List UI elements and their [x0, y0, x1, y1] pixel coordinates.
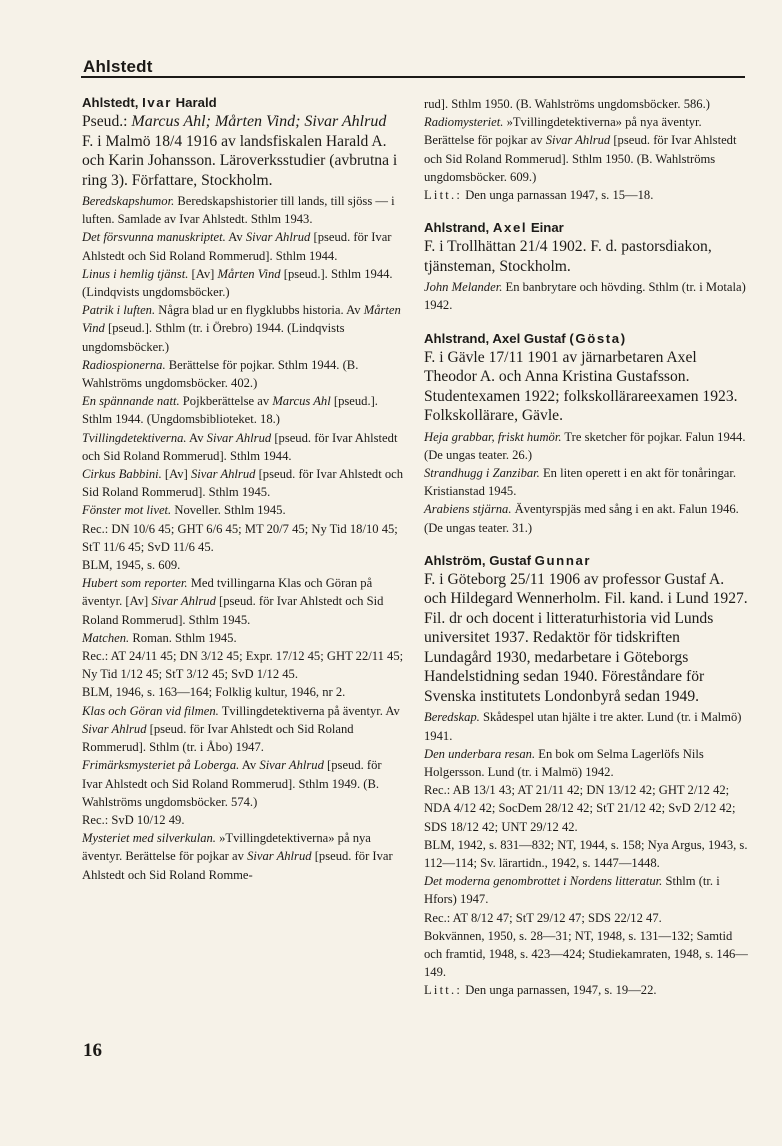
- work-title: Det försvunna manuskriptet.: [82, 230, 226, 245]
- work-text-cont: [pseud.]. Sthlm 1944. (Ungdomsbiblioteket. 18.): [82, 394, 378, 427]
- work-author: Mårten Vind: [217, 266, 281, 281]
- litt-label: Litt.:: [424, 983, 463, 998]
- running-head: Ahlstedt: [83, 57, 153, 76]
- pseud-label: Pseud.:: [82, 113, 128, 130]
- work-item: [424, 745, 750, 781]
- work-title: En spännande natt.: [82, 394, 180, 409]
- work-text: [pseud. för Ivar Ahlstedt och Sid Roland Rommerud]. Sthlm 1949. (B. Wahlströms ungdomsböcker. 574.): [82, 758, 382, 809]
- work-item: [424, 708, 750, 744]
- work-text: Beredskapshistorier till lands, till sjöss — i luften. Samlade av Ivar Ahlstedt. Sthlm 1943.: [82, 194, 395, 227]
- work-text: Rec.: AB 13/1 43; AT 21/11 42; DN 13/12 42; GHT 2/12 42; NDA 4/12 42; SocDem 28/12 42; StT 21/12 42; SvD 2/12 42; SDS 18/12 42; UNT 29/12 42.: [424, 783, 736, 834]
- work-item: [82, 647, 404, 683]
- work-text: Noveller. Sthlm 1945.: [174, 503, 286, 518]
- left-column: [82, 93, 404, 884]
- work-text: Skådespel utan hjälte i tre akter. Lund (tr. i Malmö) 1941.: [424, 710, 742, 743]
- work-text-cont: [pseud. för Ivar Ahlstedt och Sid Roland Rommerud]. Sthlm 1950. (B. Wahlströms ungdomsböcker. 609.): [424, 133, 737, 184]
- work-title: Heja grabbar, friskt humör.: [424, 429, 562, 444]
- work-text: En liten operett i en akt för tonåringar. Kristianstad 1945.: [424, 466, 737, 499]
- work-text: [pseud.]. Sthlm 1944. (Lindqvists ungdomsböcker.): [82, 266, 393, 300]
- work-title: Hubert som reporter.: [82, 576, 188, 591]
- works-list: [82, 192, 404, 884]
- work-text: Pojkberättelse av: [182, 394, 270, 409]
- biography: F. i Gävle 17/11 1901 av järnarbetaren Axel Theodor A. och Anna Kristina Gustafsson. Studentexamen 1922; folkskollärareexamen 1923. Folkskollärare, Gävle.: [424, 348, 738, 425]
- work-text: Bokvännen, 1950, s. 28—31; NT, 1948, s. 131—132; Samtid och framtid, 1948, s. 423—424; Studiekamraten, 1948, s. 146—149.: [424, 928, 748, 980]
- work-author: Mårten Vind: [82, 303, 401, 336]
- entry-ahlstedt: [82, 93, 404, 884]
- given-name-rest: Harald: [175, 95, 217, 110]
- work-text: [pseud. för Ivar Ahlstedt och Sid Roland Rommerud]. Sthlm 1944.: [82, 230, 392, 263]
- works-list: [424, 708, 750, 999]
- called-name: (Gösta): [569, 330, 627, 346]
- biography: F. i Malmö 18/4 1916 av landsfiskalen Harald A. och Karin Johansson. Läroverksstudier (avbrutna i ring 3). Författare, Stockholm.: [82, 132, 398, 189]
- work-title: Arabiens stjärna.: [424, 502, 512, 517]
- work-text: [pseud. för Ivar Ahlstedt och Sid Roland Rommerud]. Sthlm 1944.: [82, 430, 398, 463]
- litt-label: Litt.:: [424, 188, 463, 203]
- entry-ahlstrand-gosta: [424, 329, 750, 537]
- work-item: [424, 927, 750, 982]
- work-item: [82, 520, 404, 556]
- work-title: Tvillingdetektiverna.: [82, 430, 187, 445]
- work-text: Äventyrspjäs med sång i en akt. Falun 1946. (De ungas teater. 31.): [424, 502, 739, 535]
- work-author: Sivar Ahlrud: [82, 721, 147, 736]
- work-text-cont: [pseud. för Ivar Ahlstedt och Sid Roland Rommerud]. Sthlm (tr. i Åbo) 1947.: [82, 721, 354, 755]
- work-title: John Melander.: [424, 280, 503, 295]
- work-prefix: Av: [228, 230, 243, 245]
- works-list-continued: [424, 95, 750, 204]
- work-author: Sivar Ahlrud: [206, 430, 272, 445]
- work-title: Matchen.: [82, 630, 130, 645]
- work-title: Fönster mot livet.: [82, 503, 172, 518]
- entry-ahlstrand-axel: [424, 218, 750, 314]
- work-text-cont: [pseud. för Ivar Ahlstedt och Sid Roland Romme-: [82, 849, 393, 882]
- work-text: Sthlm (tr. i Hfors) 1947.: [424, 874, 720, 907]
- work-text-cont: [pseud.]. Sthlm (tr. i Örebro) 1944. (Lindqvists ungdomsböcker.): [82, 321, 345, 354]
- biography: F. i Göteborg 25/11 1906 av professor Gustaf A. och Hildegard Wennerholm. Fil. kand. i Lund 1927. Fil. dr och docent i litteraturhistoria vid Lunds universitet 1937. Redaktör för tidskriften Lundagård 1930, medarbetare i Göteborgs Handelstidning sedan 1940. Föreståndare för Svenska institutets Londonbyrå sedan 1949.: [424, 570, 748, 705]
- works-list: [424, 428, 750, 537]
- work-text: BLM, 1946, s. 163—164; Folklig kultur, 1946, nr 2.: [82, 685, 346, 700]
- pseud-names: Marcus Ahl; Mårten Vind; Sivar Ahlrud: [131, 113, 387, 130]
- work-item: [424, 113, 750, 186]
- work-item: [82, 192, 404, 228]
- work-text: Rec.: AT 24/11 45; DN 3/12 45; Expr. 17/12 45; GHT 22/11 45; Ny Tid 1/12 45; StT 3/12 45; SvD 1/12 45.: [82, 649, 404, 682]
- work-text-cont: [pseud. för Ivar Ahlstedt och Sid Roland Rommerud]. Sthlm 1945.: [82, 594, 384, 627]
- work-title: Frimärksmysteriet på Loberga.: [82, 758, 240, 773]
- work-title: Det moderna genombrottet i Nordens litteratur.: [424, 874, 663, 889]
- work-author: Sivar Ahlrud: [545, 133, 611, 148]
- work-item: [82, 265, 404, 301]
- work-text: [pseud. för Ivar Ahlstedt och Sid Roland Rommerud]. Sthlm 1945.: [82, 467, 404, 500]
- entry-heading: [424, 218, 750, 237]
- work-item: [424, 836, 750, 872]
- work-title: Strandhugg i Zanzibar.: [424, 466, 540, 481]
- work-item: [424, 981, 750, 999]
- entry-heading: [82, 93, 404, 112]
- header-rule: [81, 76, 745, 78]
- work-prefix: Av: [189, 430, 204, 445]
- work-title: Den underbara resan.: [424, 746, 536, 761]
- work-text: Några blad ur en flygklubbs historia. Av: [158, 303, 361, 318]
- work-author: Sivar Ahlrud: [259, 758, 324, 773]
- work-item: [82, 392, 404, 428]
- entry-ahlstedt-continued: [424, 95, 750, 204]
- biography: F. i Trollhättan 21/4 1902. F. d. pastorsdiakon, tjänsteman, Stockholm.: [424, 238, 712, 275]
- work-author: Sivar Ahlrud: [247, 849, 312, 864]
- work-title: Beredskapshumor.: [82, 194, 175, 208]
- work-item: [82, 702, 404, 757]
- work-title: Radiospionerna.: [82, 357, 166, 372]
- work-title: Mysteriet med silverkulan.: [82, 831, 216, 846]
- given-name-rest: Einar: [530, 220, 564, 236]
- work-title: Cirkus Babbini.: [82, 467, 162, 482]
- work-item: [82, 574, 404, 629]
- work-text: »Tvillingdetektiverna» på nya äventyr. Berättelse för pojkar av: [424, 115, 702, 148]
- work-text: Den unga parnassan 1947, s. 15—18.: [465, 188, 654, 203]
- entry-heading: [424, 551, 750, 570]
- work-item: [82, 811, 404, 829]
- work-item: [82, 629, 404, 647]
- work-text: Rec.: AT 8/12 47; StT 29/12 47; SDS 22/12 47.: [424, 910, 662, 925]
- given-name-called: Axel: [492, 220, 528, 236]
- work-title: Beredskap.: [424, 710, 480, 725]
- work-text: »Tvillingdetektiverna» på nya äventyr. Berättelse för pojkar av: [82, 831, 371, 864]
- pseudonyms: [82, 112, 404, 132]
- work-prefix: Av: [241, 758, 257, 773]
- work-text: En bok om Selma Lagerlöfs Nils Holgersson. Lund (tr. i Malmö) 1942.: [424, 746, 704, 779]
- work-text: En banbrytare och hövding. Sthlm (tr. i Motala) 1942.: [424, 280, 746, 313]
- page-number: 16: [83, 1040, 102, 1061]
- works-list: [424, 278, 750, 314]
- work-author: Sivar Ahlrud: [151, 594, 216, 609]
- entry-heading: [424, 329, 750, 348]
- work-item: [82, 556, 404, 574]
- right-column: [424, 93, 750, 1000]
- work-text: BLM, 1942, s. 831—832; NT, 1944, s. 158; Nya Argus, 1943, s. 112—114; Sv. lärartidn., 1942, s. 1447—1448.: [424, 837, 748, 870]
- work-item: [424, 464, 750, 500]
- work-text: Den unga parnassen, 1947, s. 19—22.: [465, 983, 657, 998]
- work-author: Sivar Ahlrud: [190, 467, 256, 482]
- work-text: Tre sketcher för pojkar. Falun 1944. (De ungas teater. 26.): [424, 429, 746, 462]
- given-name-called: Ivar: [142, 95, 172, 110]
- work-text: BLM, 1945, s. 609.: [82, 558, 181, 573]
- work-item: [82, 228, 404, 264]
- work-title: Patrik i luften.: [82, 303, 156, 318]
- surname: Ahlstrand,: [424, 220, 490, 236]
- work-item: [82, 465, 404, 501]
- work-text: Rec.: SvD 10/12 49.: [82, 812, 185, 827]
- work-item: [82, 683, 404, 701]
- work-item: [424, 95, 750, 113]
- work-title: Radiomysteriet.: [424, 115, 504, 130]
- work-text: Berättelse för pojkar. Sthlm 1944. (B. Wahlströms ungdomsböcker. 402.): [82, 357, 359, 391]
- work-text: rud]. Sthlm 1950. (B. Wahlströms ungdomsböcker. 586.): [424, 97, 710, 111]
- work-title: Klas och Göran vid filmen.: [82, 703, 219, 718]
- work-item: [82, 501, 404, 519]
- work-item: [82, 756, 404, 811]
- work-prefix: [Av]: [164, 467, 188, 482]
- work-author: Marcus Ahl: [272, 394, 331, 409]
- work-item: [82, 429, 404, 465]
- work-author: Sivar Ahlrud: [245, 230, 311, 245]
- work-item: [424, 186, 750, 204]
- work-prefix: [Av]: [191, 266, 215, 281]
- full-name: Ahlström, Gustaf: [424, 552, 531, 568]
- work-title: Linus i hemlig tjänst.: [82, 266, 189, 281]
- work-item: [424, 278, 750, 314]
- work-text: Roman. Sthlm 1945.: [132, 630, 237, 645]
- work-item: [424, 909, 750, 927]
- work-text: Tvillingdetektiverna på äventyr. Av: [221, 703, 400, 718]
- full-name: Ahlstrand, Axel Gustaf: [424, 330, 566, 346]
- called-name: Gunnar: [534, 552, 592, 568]
- work-item: [424, 500, 750, 536]
- work-item: [82, 356, 404, 392]
- surname: Ahlstedt,: [82, 95, 139, 110]
- work-item: [424, 781, 750, 836]
- work-text: Rec.: DN 10/6 45; GHT 6/6 45; MT 20/7 45; Ny Tid 18/10 45; StT 11/6 45; SvD 11/6 45.: [82, 521, 398, 554]
- work-item: [424, 872, 750, 908]
- work-text: Med tvillingarna Klas och Göran på äventyr. [Av]: [82, 576, 373, 609]
- work-item: [424, 428, 750, 464]
- entry-ahlstrom: [424, 551, 750, 1000]
- work-item: [82, 829, 404, 884]
- work-item: [82, 301, 404, 356]
